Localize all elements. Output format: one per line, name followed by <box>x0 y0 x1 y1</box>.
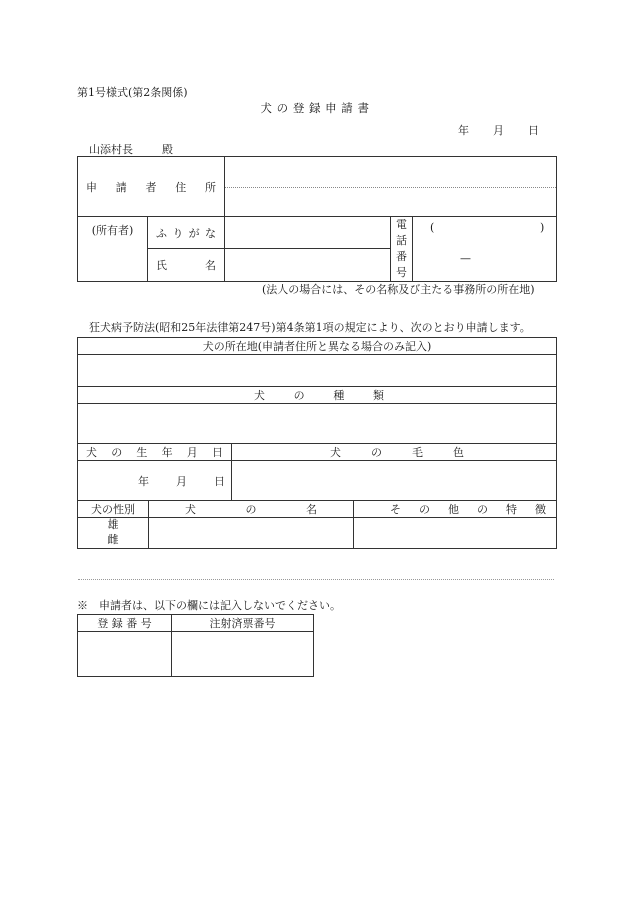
phone-dash: — <box>460 252 471 265</box>
birthdate-char: 日 <box>211 446 223 459</box>
address-label-char: 所 <box>205 180 216 194</box>
other-features-char: の <box>419 503 430 516</box>
birthdate-label <box>78 444 231 460</box>
address-label-cell <box>78 157 225 217</box>
birth-month-label: 月 <box>176 474 187 488</box>
birthdate-char: 犬 <box>86 446 97 459</box>
birthdate-label-cell <box>78 444 232 461</box>
furigana-char: り <box>172 226 184 240</box>
coat-color-char: 犬 <box>330 446 341 459</box>
sex-field[interactable] <box>78 518 149 549</box>
staff-table <box>77 614 314 677</box>
document-title: 犬 の 登 録 申 請 書 <box>260 101 370 115</box>
address-field[interactable] <box>225 157 557 217</box>
applicant-table <box>77 156 557 282</box>
birth-year-label: 年 <box>138 474 149 488</box>
coat-color-char: の <box>371 446 382 459</box>
furigana-char: が <box>188 226 200 240</box>
staff-only-note: ※ 申請者は、以下の欄には記入しないでください。 <box>77 599 341 612</box>
address-label-char: 住 <box>175 180 187 194</box>
sex-female-option[interactable]: 雌 <box>107 533 119 546</box>
furigana-char: な <box>204 226 216 240</box>
breed-label-char: 犬 <box>254 389 265 402</box>
addressee <box>89 144 173 155</box>
address-label-char: 者 <box>145 180 157 194</box>
furigana-label <box>148 225 224 241</box>
name-label-char: 氏 <box>156 259 167 273</box>
breed-label-char: の <box>293 389 305 402</box>
phone-open-paren: ( <box>430 221 435 234</box>
breed-field[interactable] <box>78 404 557 444</box>
furigana-field[interactable] <box>225 217 391 249</box>
coat-color-char: 色 <box>453 446 464 459</box>
law-statement: 狂犬病予防法(昭和25年法律第247号)第4条第1項の規定により、次のとおり申請します。 <box>89 321 531 334</box>
dog-name-char: 犬 <box>185 503 196 516</box>
birthdate-field[interactable] <box>78 461 232 501</box>
address-label-char: 申 <box>86 180 97 194</box>
birthdate-char: 月 <box>186 446 198 459</box>
address-label-char: 請 <box>115 180 127 194</box>
name-label-char: 名 <box>205 259 216 273</box>
cut-line <box>78 579 554 580</box>
birthdate-char: 生 <box>136 446 148 459</box>
birth-day-label: 日 <box>214 474 225 488</box>
addressee-name: 山添村長 <box>89 143 133 156</box>
date-year-label: 年 <box>458 124 469 137</box>
other-features-char: 他 <box>448 503 459 516</box>
coat-color-label-cell <box>232 444 557 461</box>
coat-color-field[interactable] <box>232 461 557 501</box>
sex-label: 犬の性別 <box>91 503 135 516</box>
furigana-char: ふ <box>156 226 167 240</box>
phone-close-paren: ) <box>540 221 545 234</box>
breed-label-cell <box>78 387 557 404</box>
addressee-honorific: 殿 <box>162 143 173 156</box>
dog-name-char: の <box>245 503 257 516</box>
other-features-char: 特 <box>506 503 517 516</box>
birthdate-char: の <box>111 446 123 459</box>
phone-label-char: 番 <box>396 249 407 263</box>
furigana-label-cell <box>148 217 225 249</box>
coat-color-label <box>232 444 556 460</box>
other-features-field[interactable] <box>354 518 557 549</box>
dog-table <box>77 337 557 549</box>
name-label <box>148 257 224 273</box>
location-label-cell <box>78 338 557 355</box>
breed-label-char: 種 <box>333 389 345 402</box>
dog-name-label <box>149 501 353 517</box>
other-features-label <box>354 501 556 517</box>
vaccination-ticket-field <box>172 632 314 677</box>
other-features-char: 徴 <box>535 503 546 516</box>
dog-name-field[interactable] <box>149 518 354 549</box>
corporate-note: (法人の場合には、その名称及び主たる事務所の所在地) <box>262 283 535 296</box>
owner-label: (所有者) <box>91 224 134 237</box>
phone-label-cell <box>391 217 413 282</box>
dog-name-char: 名 <box>306 503 317 516</box>
registration-number-label-cell <box>78 615 172 632</box>
registration-number-field <box>78 632 172 677</box>
address-dotted-line <box>225 187 556 188</box>
sex-label-cell <box>78 501 149 518</box>
form-number: 第1号様式(第2条関係) <box>77 86 188 99</box>
address-label <box>78 179 224 195</box>
birthdate-char: 年 <box>161 446 173 459</box>
dog-name-label-cell <box>149 501 354 518</box>
breed-label-char: 類 <box>373 389 385 402</box>
name-field[interactable] <box>225 249 391 281</box>
location-field[interactable] <box>78 355 557 387</box>
other-features-char: の <box>477 503 488 516</box>
date-month-label: 月 <box>493 124 504 137</box>
vaccination-ticket-label-cell <box>172 615 314 632</box>
phone-label-char: 電 <box>396 218 407 231</box>
coat-color-char: 毛 <box>412 446 423 459</box>
location-label: 犬の所在地(申請者住所と異なる場合のみ記入) <box>202 340 432 353</box>
breed-label <box>78 387 556 403</box>
sex-male-option[interactable]: 雄 <box>107 518 119 532</box>
registration-number-label: 登 録 番 号 <box>97 617 152 630</box>
phone-label-char: 号 <box>396 265 407 279</box>
date-day-label: 日 <box>528 124 539 137</box>
vaccination-ticket-label: 注射済票番号 <box>209 617 276 630</box>
phone-label-char: 話 <box>396 233 407 247</box>
owner-label-cell <box>78 217 148 282</box>
other-features-char: そ <box>390 503 401 516</box>
name-label-cell <box>148 249 225 281</box>
other-features-label-cell <box>354 501 557 518</box>
